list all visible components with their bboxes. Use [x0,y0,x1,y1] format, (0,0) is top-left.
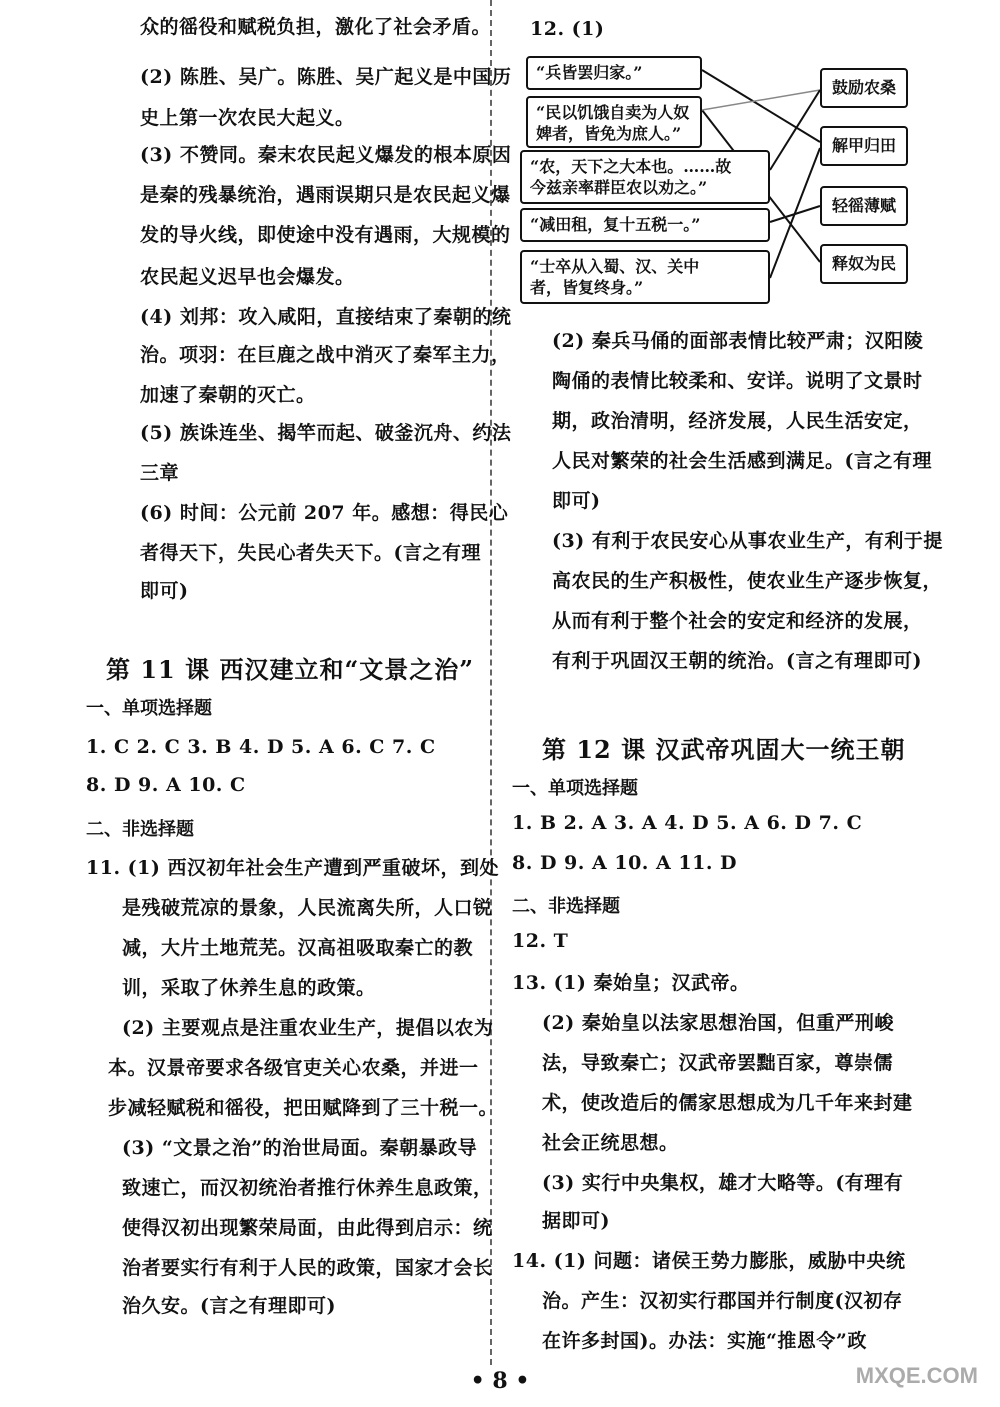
text-line: 社会正统思想。 [542,1132,679,1154]
text-line: 14. (1) 问题：诸侯王势力膨胀，威胁中央统 [512,1250,906,1272]
text-line: 农民起义迟早也会爆发。 [140,266,355,288]
text-line: (3) “文景之治”的治世局面。秦朝暴政导 [122,1137,478,1159]
watermark-logo: MXQE.COM [855,1363,978,1388]
match-quote-text: “兵皆罢归家。” [536,63,643,82]
match-quote-text: “民以饥饿自卖为人奴 [536,103,690,122]
text-line: (3) 有利于农民安心从事农业生产，有利于提 [552,530,943,552]
match-policy-box [820,186,908,226]
text-line: 治。产生：汉初实行郡国并行制度(汉初存 [542,1290,903,1312]
answer-line: 1. C 2. C 3. B 4. D 5. A 6. C 7. C [86,736,436,758]
text-line: (2) 秦始皇以法家思想治国，但重严刑峻 [542,1012,894,1034]
text-line: 13. (1) 秦始皇；汉武帝。 [512,972,750,994]
match-quote-box [526,56,702,90]
text-line: 陶俑的表情比较柔和、安详。说明了文景时 [552,370,923,392]
text-line: (4) 刘邦：攻入咸阳，直接结束了秦朝的统 [140,306,512,328]
text-line: 治者要实行有利于人民的政策，国家才会长 [122,1257,493,1279]
text-line: 使得汉初出现繁荣局面，由此得到启示：统 [122,1217,493,1239]
text-line: 从而有利于整个社会的安定和经济的发展， [552,610,923,632]
text-line: 减，大片土地荒芜。汉高祖吸取秦亡的教 [122,937,474,959]
text-line: 众的徭役和赋税负担，激化了社会矛盾。 [140,16,492,38]
text-line: 三章 [140,462,180,484]
text-line: (6) 时间：公元前 207 年。感想：得民心 [140,502,509,524]
text-line: 训，采取了休养生息的政策。 [122,977,376,999]
text-line: 12. T [512,930,569,952]
answer-line: 8. D 9. A 10. A 11. D [512,852,738,874]
match-quote-box [520,250,770,304]
match-policy-box [820,68,908,108]
text-line: 人民对繁荣的社会生活感到满足。(言之有理 [552,450,932,472]
match-quote-text: 今兹亲率群臣农以劝之。” [530,178,708,197]
text-line: 是秦的残暴统治，遇雨误期只是农民起义爆 [140,184,511,206]
match-policy-text: 解甲归田 [831,136,896,155]
text-line: 11. (1) 西汉初年社会生产遭到严重破坏，到处 [86,857,499,879]
text-line: 有利于巩固汉王朝的统治。(言之有理即可) [552,650,922,672]
text-line: 是残破荒凉的景象，人民流离失所，人口锐 [122,897,493,919]
match-quote-box [520,208,770,242]
text-line: 致速亡，而汉初统治者推行休养生息政策， [122,1177,493,1199]
text-line: 史上第一次农民大起义。 [140,107,355,129]
text-line: 期，政治清明，经济发展，人民生活安定， [552,410,923,432]
match-policy-box [820,244,908,284]
section-heading: 一、单项选择题 [512,778,638,799]
text-line: 法，导致秦亡；汉武帝罢黜百家，尊崇儒 [542,1052,894,1074]
match-policy-text: 释奴为民 [831,254,896,273]
text-line: 在许多封国)。办法：实施“推恩令”政 [542,1330,867,1352]
text-line: 步减轻赋税和徭役，把田赋降到了三十税一。 [108,1097,499,1119]
match-quote-text: “士卒从入蜀、汉、关中 [530,257,700,276]
text-line: 治。项羽：在巨鹿之战中消灭了秦军主力， [140,344,511,366]
text-line: 发的导火线，即使途中没有遇雨，大规模的 [140,224,511,246]
text-line: (3) 不赞同。秦末农民起义爆发的根本原因 [140,144,512,166]
text-line: (2) 陈胜、吴广。陈胜、吴广起义是中国历 [140,66,512,88]
match-policy-box [820,126,908,166]
section-heading: 一、单项选择题 [86,698,212,719]
match-policy-text: 鼓励农桑 [831,78,896,97]
lesson-12-title: 第 12 课 汉武帝巩固大一统王朝 [542,735,906,764]
text-line: 加速了秦朝的灭亡。 [140,384,316,406]
match-line [770,90,820,170]
text-line: 者得天下，失民心者失天下。(言之有理 [140,542,481,564]
text-line: 本。汉景帝要求各级官吏关心农桑，并进一 [108,1057,479,1079]
match-quote-text: “减田租，复十五税一。” [530,215,701,234]
match-line [770,148,820,278]
match-quote-box [526,96,702,148]
section-heading: 二、非选择题 [86,819,194,840]
text-line: (5) 族诛连坐、揭竿而起、破釜沉舟、约法 [140,422,512,444]
page-number: • 8 • [470,1368,530,1394]
match-policy-text: 轻徭薄赋 [831,196,896,215]
match-quote-text: “农，天下之大本也。……故 [530,157,732,176]
text-line: 即可) [552,490,601,512]
text-line: 据即可) [542,1210,610,1232]
text-line: 高农民的生产积极性，使农业生产逐步恢复， [552,570,943,592]
text-line: (2) 秦兵马俑的面部表情比较严肃；汉阳陵 [552,330,924,352]
lesson-11-title: 第 11 课 西汉建立和“文景之治” [106,655,475,684]
text-line: 术，使改造后的儒家思想成为几千年来封建 [542,1092,913,1114]
text-line: 即可) [140,580,189,602]
match-quote-box [520,150,770,204]
text-line: 治久安。(言之有理即可) [122,1295,336,1317]
match-quote-text: 者，皆复终身。” [530,278,644,297]
section-heading: 二、非选择题 [512,896,620,917]
text-line: (2) 主要观点是注重农业生产，提倡以农为 [122,1017,494,1039]
text-line: (3) 实行中央集权，雄才大略等。(有理有 [542,1172,904,1194]
answer-line: 1. B 2. A 3. A 4. D 5. A 6. D 7. C [512,812,863,834]
question-12-label: 12. (1) [530,18,605,40]
answer-line: 8. D 9. A 10. C [86,774,246,796]
match-quote-text: 婢者，皆免为庶人。” [536,124,682,143]
